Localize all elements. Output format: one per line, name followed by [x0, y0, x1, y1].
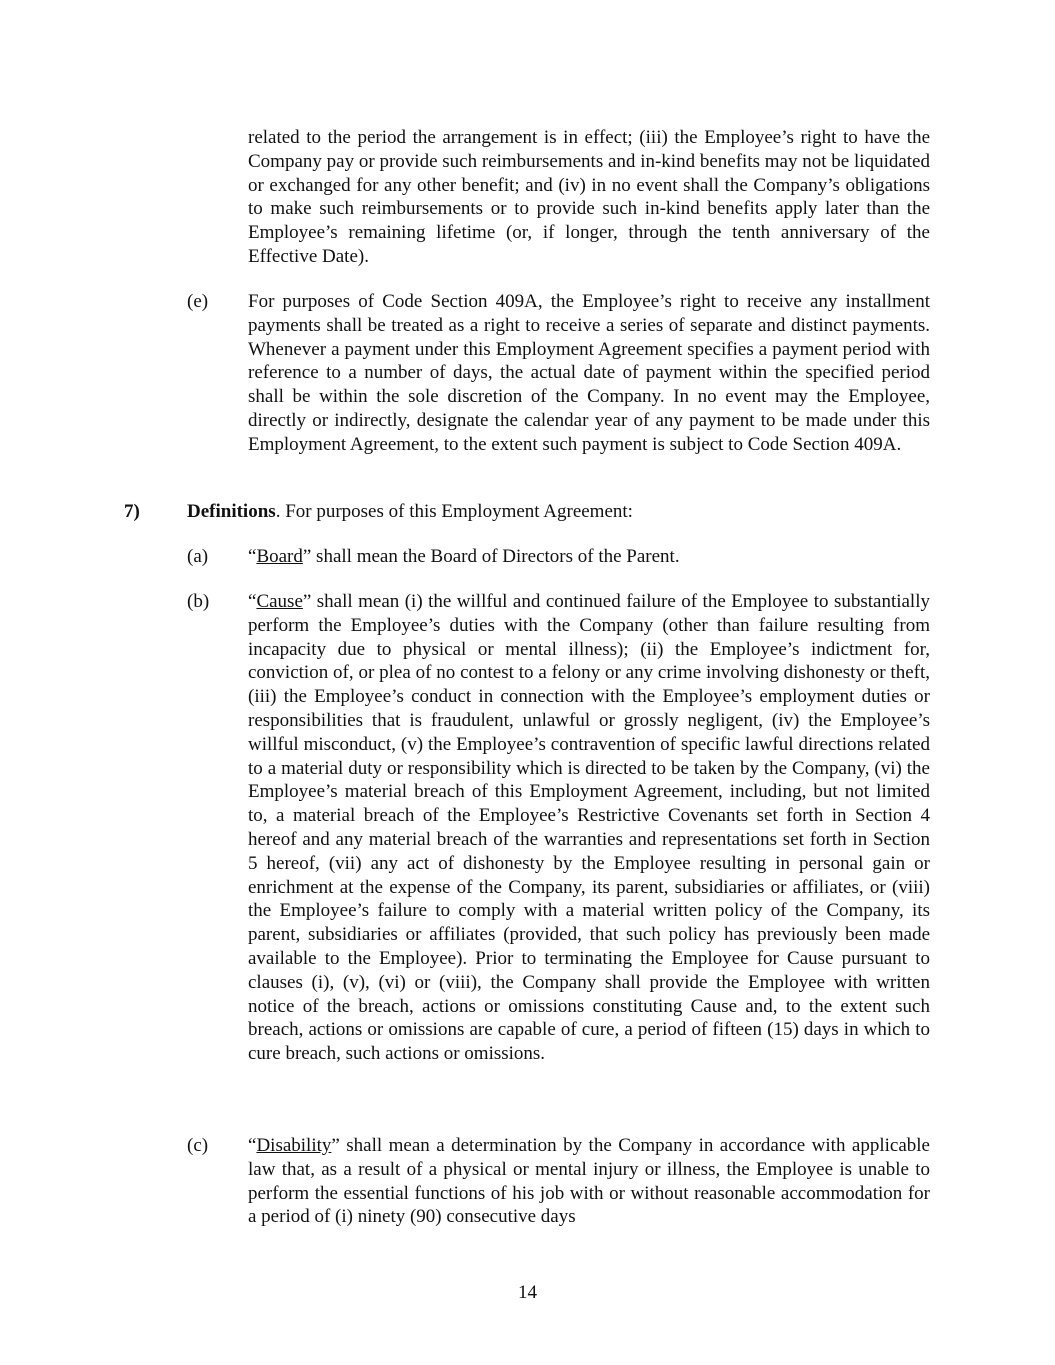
def-a-term: Board: [256, 546, 303, 567]
def-a-text: ” shall mean the Board of Directors of the Parent.: [302, 546, 680, 567]
def-c-term: Disability: [256, 1135, 332, 1156]
section-7-number: 7): [124, 501, 140, 522]
para-e-paragraph: [248, 290, 930, 457]
continuation-text: related to the period the arrangement is in effect; (iii) the Employee’s right to have the Company pay or provide such reimbursements and in-kind benefits may not be liquidated or exchanged for any other benefit; and (iv) in no event shall the Company’s obligations to make such reimbursements or to provide such in-kind benefits apply later than the Employee’s remaining lifetime (or, if longer, through the tenth anniversary of the Effective Date).: [248, 127, 930, 267]
page-number: 14: [518, 1282, 537, 1303]
def-c-label: (c): [187, 1135, 209, 1156]
def-b-open-quote: “: [248, 591, 257, 612]
section-7-heading-line: [187, 500, 930, 524]
def-a-open-quote: “: [248, 546, 257, 567]
def-b-paragraph: [248, 590, 930, 1066]
para-e-label: (e): [187, 291, 209, 312]
def-c-open-quote: “: [248, 1135, 257, 1156]
def-c-text: ” shall mean a determination by the Company in accordance with applicable law that, as a result of a physical or mental injury or illness, the Employee is unable to perform the essential functions of his job with or without reasonable accommodation for a period of (i) ninety (90) consecutive days: [248, 1135, 930, 1228]
def-b-term: Cause: [256, 591, 303, 612]
section-7-intro: . For purposes of this Employment Agreement:: [275, 501, 633, 522]
def-b-label: (b): [187, 591, 210, 612]
def-a-paragraph: [248, 545, 930, 569]
para-e-text: For purposes of Code Section 409A, the Employee’s right to receive any installment payments shall be treated as a right to receive a series of separate and distinct payments. Whenever a payment under this Employment Agreement specifies a payment period with reference to a number of days, the actual date of payment within the specified period shall be within the sole discretion of the Company. In no event may the Employee, directly or indirectly, designate the calendar year of any payment to be made under this Employment Agreement, to the extent such payment is subject to Code Section 409A.: [248, 291, 930, 455]
continuation-paragraph: [248, 126, 930, 269]
def-b-text: ” shall mean (i) the willful and continued failure of the Employee to substantially perform the Employee’s duties with the Company (other than failure resulting from incapacity due to physical or mental illness); (ii) the Employee’s indictment for, conviction of, or plea of no contest to a felony or any crime involving dishonesty or theft, (iii) the Employee’s conduct in connection with the Employee’s employment duties or responsibilities that is fraudulent, unlawful or grossly negligent, (iv) the Employee’s willful misconduct, (v) the Employee’s contravention of specific lawful directions related to a material duty or responsibility which is directed to be taken by the Company, (vi) the Employee’s material breach of this Employment Agreement, including, but not limited to, a material breach of the Employee’s Restrictive Covenants set forth in Section 4 hereof and any material breach of the warranties and representations set forth in Section 5 hereof, (vii) any act of dishonesty by the Employee resulting in personal gain or enrichment at the expense of the Company, its parent, subsidiaries or affiliates, or (viii) the Employee’s failure to comply with a material written policy of the Company, its parent, subsidiaries or affiliates (provided, that such policy has previously been made available to the Employee). Prior to terminating the Employee for Cause pursuant to clauses (i), (v), (vi) or (viii), the Company shall provide the Employee with written notice of the breach, actions or omissions constituting Cause and, to the extent such breach, actions or omissions are capable of cure, a period of fifteen (15) days in which to cure breach, such actions or omissions.: [248, 591, 930, 1065]
def-c-paragraph: [248, 1134, 930, 1229]
def-a-label: (a): [187, 546, 209, 567]
section-7-heading: Definitions: [187, 501, 276, 522]
